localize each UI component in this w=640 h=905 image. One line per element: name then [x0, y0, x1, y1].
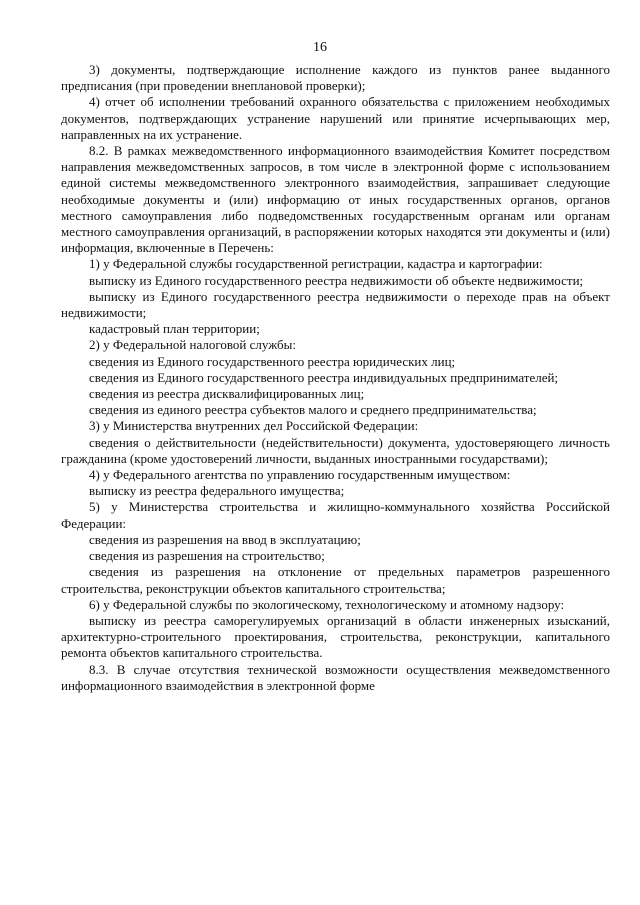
paragraph-building-permit: сведения из разрешения на строительство;: [89, 548, 325, 564]
paragraph-egrn-object: выписку из Единого государственного реестра недвижимости об объекте недвижимости;: [89, 272, 584, 288]
paragraph-egrul: сведения из Единого государственного реестра юридических лиц;: [89, 353, 456, 369]
paragraph-deviation-permit: сведения из разрешения на отклонение от предельных параметров разрешенного строительства, реконструкции объектов капитального строительства;: [61, 564, 610, 596]
paragraph-egrn-transfer: выписку из Единого государственного реестра недвижимости о переходе прав на объект недвижимости;: [61, 288, 610, 321]
paragraph-id-validity: сведения о действительности (недействительности) документа, удостоверяющего личность гражданина (кроме удостоверений личности, выданных иностранными государствами);: [61, 434, 610, 466]
paragraph-item-4: 4) отчет об исполнении требований охранного обязательства с приложением необходимых документов, подтверждающих устранение нарушений или принятие исчерпывающих мер, направленных на их устранение.: [61, 94, 610, 142]
document-body: [61, 62, 610, 694]
paragraph-fns: 2) у Федеральной налоговой службы:: [89, 337, 296, 353]
paragraph-mvd: 3) у Министерства внутренних дел Российской Федерации:: [89, 418, 419, 434]
page-number: 16: [313, 40, 327, 55]
paragraph-sro-registry: выписку из реестра саморегулируемых организаций в области инженерных изысканий, архитектурно-строительного проектирования, строительства, реконструкции, капитального ремонта объектов капитального строительства.: [61, 612, 610, 661]
paragraph-8-2: 8.2. В рамках межведомственного информационного взаимодействия Комитет посредством направления межведомственных запросов, в том числе в электронной форме с использованием единой системы межведомственного электронного взаимодействия, запрашивает следующие необходимые документы и (или) информацию от иных государственных органов, органов местного самоуправления либо подведомственных государственным органам или органам местного самоуправления организаций, в распоряжении которых находятся эти документы и (или) информация, включенные в Перечень:: [61, 143, 610, 256]
paragraph-sme-registry: сведения из единого реестра субъектов малого и среднего предпринимательства;: [89, 402, 537, 418]
paragraph-commissioning: сведения из разрешения на ввод в эксплуатацию;: [89, 531, 361, 547]
paragraph-8-3: 8.3. В случае отсутствия технической возможности осуществления межведомственного информационного взаимодействия в электронной форме: [61, 661, 610, 693]
paragraph-rosimushchestvo: 4) у Федерального агентства по управлению государственным имуществом:: [89, 467, 511, 483]
paragraph-egrip: сведения из Единого государственного реестра индивидуальных предпринимателей;: [89, 369, 559, 385]
paragraph-rostekhnadzor: 6) у Федеральной службы по экологическому, технологическому и атомному надзору:: [89, 596, 565, 612]
paragraph-minstroy: 5) у Министерства строительства и жилищно-коммунального хозяйства Российской Федерации:: [61, 499, 610, 531]
paragraph-federal-property: выписку из реестра федерального имущества;: [89, 483, 345, 499]
paragraph-rosreestr: 1) у Федеральной службы государственной регистрации, кадастра и картографии:: [89, 256, 543, 272]
paragraph-disqualified: сведения из реестра дисквалифицированных лиц;: [89, 386, 365, 402]
paragraph-cadastral-plan: кадастровый план территории;: [89, 321, 260, 337]
paragraph-item-3: 3) документы, подтверждающие исполнение каждого из пунктов ранее выданного предписания (при проведении внеплановой проверки);: [61, 62, 610, 94]
